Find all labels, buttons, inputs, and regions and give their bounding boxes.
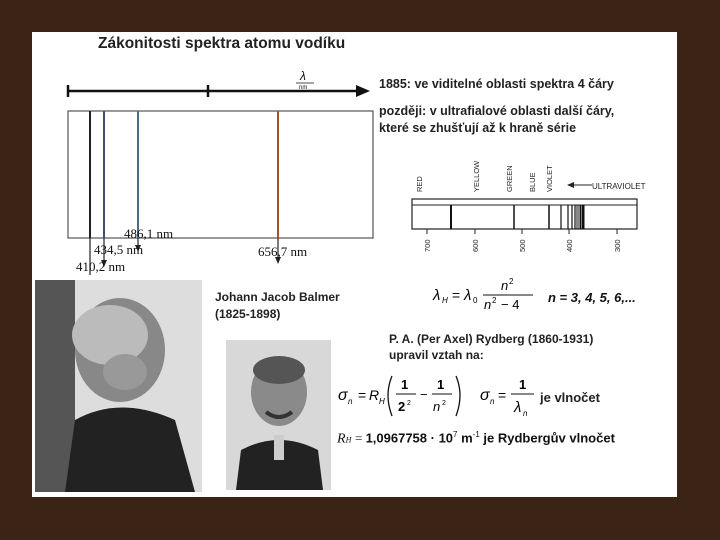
label-434: 434,5 nm [94, 242, 144, 257]
svg-text:0: 0 [473, 296, 478, 305]
tick-600: 600 [471, 239, 480, 252]
color-label-yellow: YELLOW [472, 160, 481, 192]
svg-text:n: n [348, 397, 353, 406]
balmer-formula [431, 276, 541, 316]
rydberg-portrait [226, 340, 331, 490]
rydberg-const-unit: m [461, 430, 473, 446]
n-values: n = 3, 4, 5, 6,... [548, 290, 636, 305]
color-label-green: GREEN [505, 165, 514, 192]
rydberg-line2: upravil vztah na: [389, 348, 484, 362]
color-label-blue: BLUE [528, 172, 537, 192]
color-label-violet: VIOLET [545, 165, 554, 192]
svg-text:n: n [484, 297, 492, 312]
label-656: 656,7 nm [258, 244, 308, 259]
rydberg-const-exp: 7 [453, 430, 458, 439]
svg-text:n: n [490, 397, 495, 406]
svg-text:−: − [420, 387, 428, 402]
slide [32, 32, 677, 497]
later-note-line2: které se zhušťují až k hraně série [379, 121, 577, 135]
svg-text:1: 1 [437, 377, 445, 392]
later-note-line1: později: v ultrafialové oblasti další čáry, [379, 104, 615, 118]
svg-text:n: n [523, 409, 528, 418]
svg-text:2: 2 [509, 277, 514, 286]
svg-text:λ: λ [464, 287, 472, 304]
svg-text:1: 1 [401, 377, 409, 392]
svg-text:2: 2 [492, 296, 497, 305]
svg-text:2: 2 [398, 399, 406, 414]
svg-text:2: 2 [407, 400, 411, 407]
svg-text:1: 1 [519, 377, 527, 392]
wavenumber-formula [478, 372, 538, 420]
svg-text:H: H [442, 296, 448, 305]
tick-400: 400 [565, 239, 574, 252]
balmer-name: Johann Jacob Balmer [215, 290, 340, 304]
tick-300: 300 [613, 239, 622, 252]
svg-text:2: 2 [442, 400, 446, 407]
svg-text:λ: λ [433, 287, 441, 304]
uv-label: ULTRAVIOLET [592, 182, 646, 191]
tick-700: 700 [423, 239, 432, 252]
lambda-unit: nm [299, 85, 308, 91]
svg-text:n: n [433, 399, 441, 414]
tick-500: 500 [518, 239, 527, 252]
rydberg-constant: RH = $1,0967758 \cdot 10^7$ $m^{-1}$ je Rydbergův vlnočet [337, 430, 615, 447]
balmer-years: (1825-1898) [215, 307, 281, 321]
rydberg-const-value: 1,0967758 · 10 [365, 430, 454, 446]
svg-text:λ: λ [514, 399, 522, 416]
rydberg-const-text: je Rydbergův vlnočet [483, 430, 615, 446]
balmer-note: 1885: ve viditelné oblasti spektra 4 čáry [379, 77, 614, 91]
svg-text:=: = [498, 387, 507, 403]
lambda-symbol: λ [300, 69, 306, 83]
rydberg-formula [336, 370, 476, 420]
svg-text:=: = [358, 387, 367, 403]
color-label-red: RED [415, 176, 424, 192]
svg-text:n: n [501, 278, 509, 293]
svg-text:σ: σ [338, 387, 348, 404]
svg-text:H: H [379, 397, 385, 406]
slide-title: Zákonitosti spektra atomu vodíku [98, 35, 346, 52]
svg-text:=: = [452, 287, 461, 303]
label-486: 486,1 nm [124, 226, 174, 241]
balmer-series-chart [407, 144, 667, 254]
svg-text:R: R [369, 387, 380, 403]
label-410: 410,2 nm [76, 259, 126, 274]
rydberg-line1: P. A. (Per Axel) Rydberg (1860-1931) [389, 332, 594, 346]
wavenumber-text: je vlnočet [540, 390, 600, 405]
svg-text:− 4: − 4 [501, 297, 520, 312]
rydberg-const-unit-exp: -1 [472, 430, 480, 439]
svg-text:σ: σ [480, 387, 490, 404]
balmer-portrait [35, 280, 202, 492]
